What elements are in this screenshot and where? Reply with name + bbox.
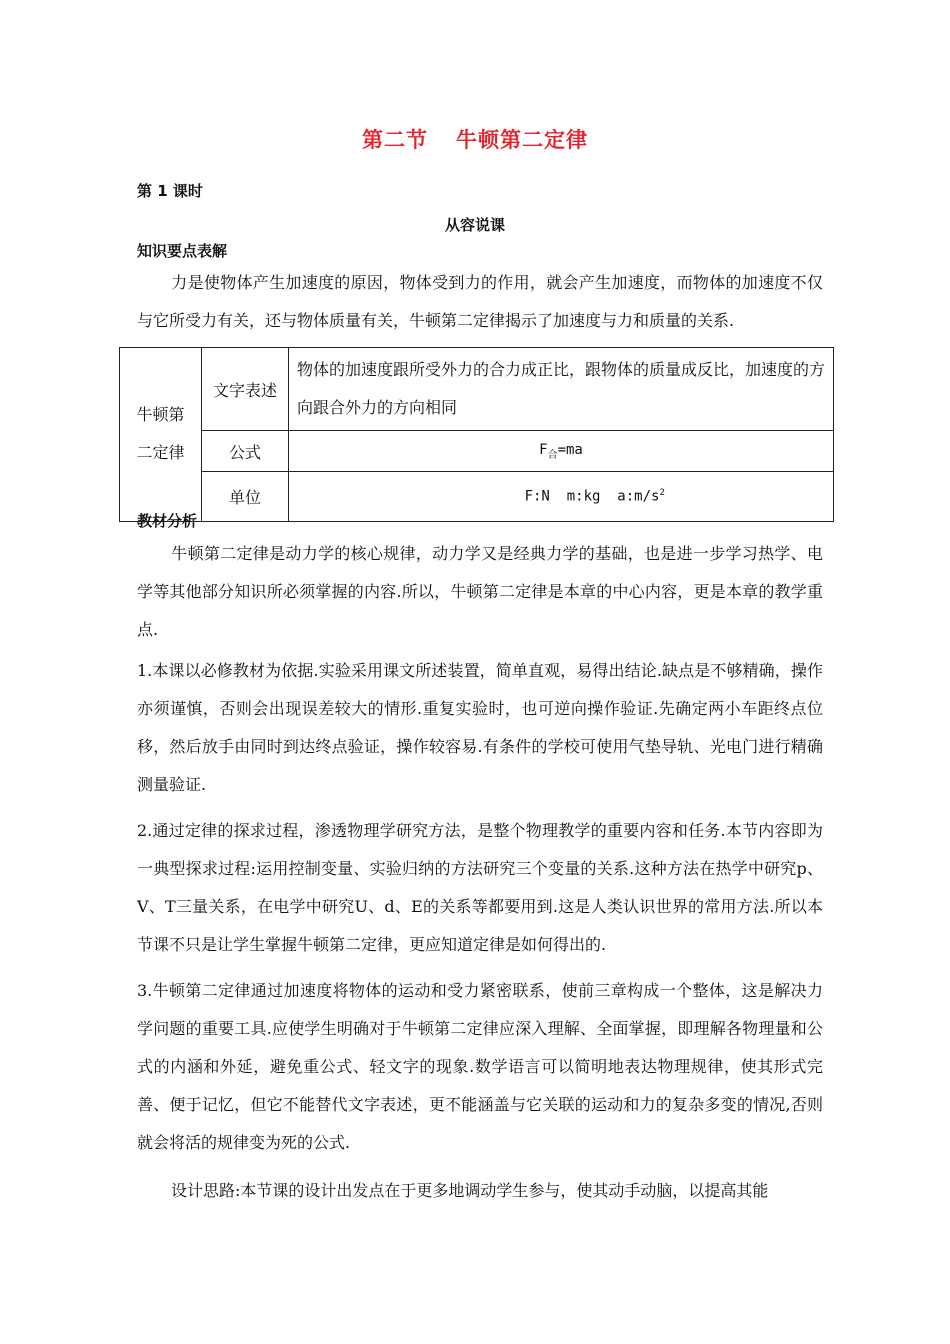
table-row: [120, 431, 834, 472]
table-row: [120, 348, 834, 431]
formula-f: F: [539, 441, 548, 458]
table-row-header: [120, 348, 202, 522]
knowledge-heading: 知识要点表解: [137, 242, 228, 260]
title-section-number: 第二节: [362, 128, 428, 152]
table-label-cell: 文字表述: [202, 348, 289, 431]
formula-subscript: 合: [547, 449, 558, 461]
design-paragraph: [137, 1172, 823, 1210]
units-superscript: 2: [659, 488, 665, 498]
law-table: [119, 347, 834, 522]
point-3-paragraph: 3.牛顿第二定律通过加速度将物体的运动和受力紧密联系，使前三章构成一个整体，这是解决力学问题的重要工具.应使学生明确对于牛顿第二定律应深入理解、全面掌握，即理解各物理量和公式的内涵和外延，避免重公式、轻文字的现象.数学语言可以简明地表达物理规律，使其形式完善、便于记忆，但它不能替代文字表述，更不能涵盖与它关联的运动和力的复杂多变的情况,否则就会将活的规律变为死的公式.: [137, 981, 823, 1152]
formula-rest: =ma: [557, 441, 583, 458]
section-heading-center: 从容说课: [444, 216, 505, 234]
table-row: [120, 472, 834, 522]
units-text: F:N m:kg a:m/s: [524, 488, 660, 505]
analysis-intro-paragraph: [137, 535, 823, 649]
analysis-intro-text: 牛顿第二定律是动力学的核心规律，动力学又是经典力学的基础，也是进一步学习热学、电学等其他部分知识所必须掌握的内容.所以，牛顿第二定律是本章的中心内容，更是本章的教学重点.: [137, 544, 823, 639]
point-2-paragraph: 2.通过定律的探求过程，渗透物理学研究方法，是整个物理教学的重要内容和任务.本节内容即为一典型探求过程:运用控制变量、实验归纳的方法研究三个变量的关系.这种方法在热学中研究p、V、T三量关系，在电学中研究U、d、E的关系等都要用到.这是人类认识世界的常用方法.所以本节课不只是让学生掌握牛顿第二定律，更应知道定律是如何得出的.: [137, 821, 823, 954]
units-cell: [289, 472, 834, 522]
design-text: 设计思路:本节课的设计出发点在于更多地调动学生参与，使其动手动脑，以提高其能: [171, 1181, 769, 1200]
lesson-label: 第 1 课时: [137, 182, 203, 200]
table-value-cell: 物体的加速度跟所受外力的合力成正比，跟物体的质量成反比，加速度的方向跟合外力的方向相同: [289, 348, 834, 431]
formula-cell: [289, 431, 834, 472]
page-title: [0, 124, 950, 154]
intro-text: 力是使物体产生加速度的原因，物体受到力的作用，就会产生加速度，而物体的加速度不仅与它所受力有关，还与物体质量有关，牛顿第二定律揭示了加速度与力和质量的关系.: [137, 273, 823, 330]
row-header-text: 牛顿第二定律: [136, 405, 185, 463]
table-label-cell: 单位: [202, 472, 289, 522]
title-topic: 牛顿第二定律: [456, 128, 588, 152]
table-label-cell: 公式: [202, 431, 289, 472]
intro-paragraph: [137, 264, 823, 340]
analysis-heading: 教材分析: [137, 512, 198, 530]
point-1-paragraph: 1.本课以必修教材为依据.实验采用课文所述装置，简单直观，易得出结论.缺点是不够精确，操作亦须谨慎，否则会出现误差较大的情形.重复实验时，也可逆向操作验证.先确定两小车距终点位移，然后放手由同时到达终点验证，操作较容易.有条件的学校可使用气垫导轨、光电门进行精确测量验证.: [137, 661, 823, 794]
